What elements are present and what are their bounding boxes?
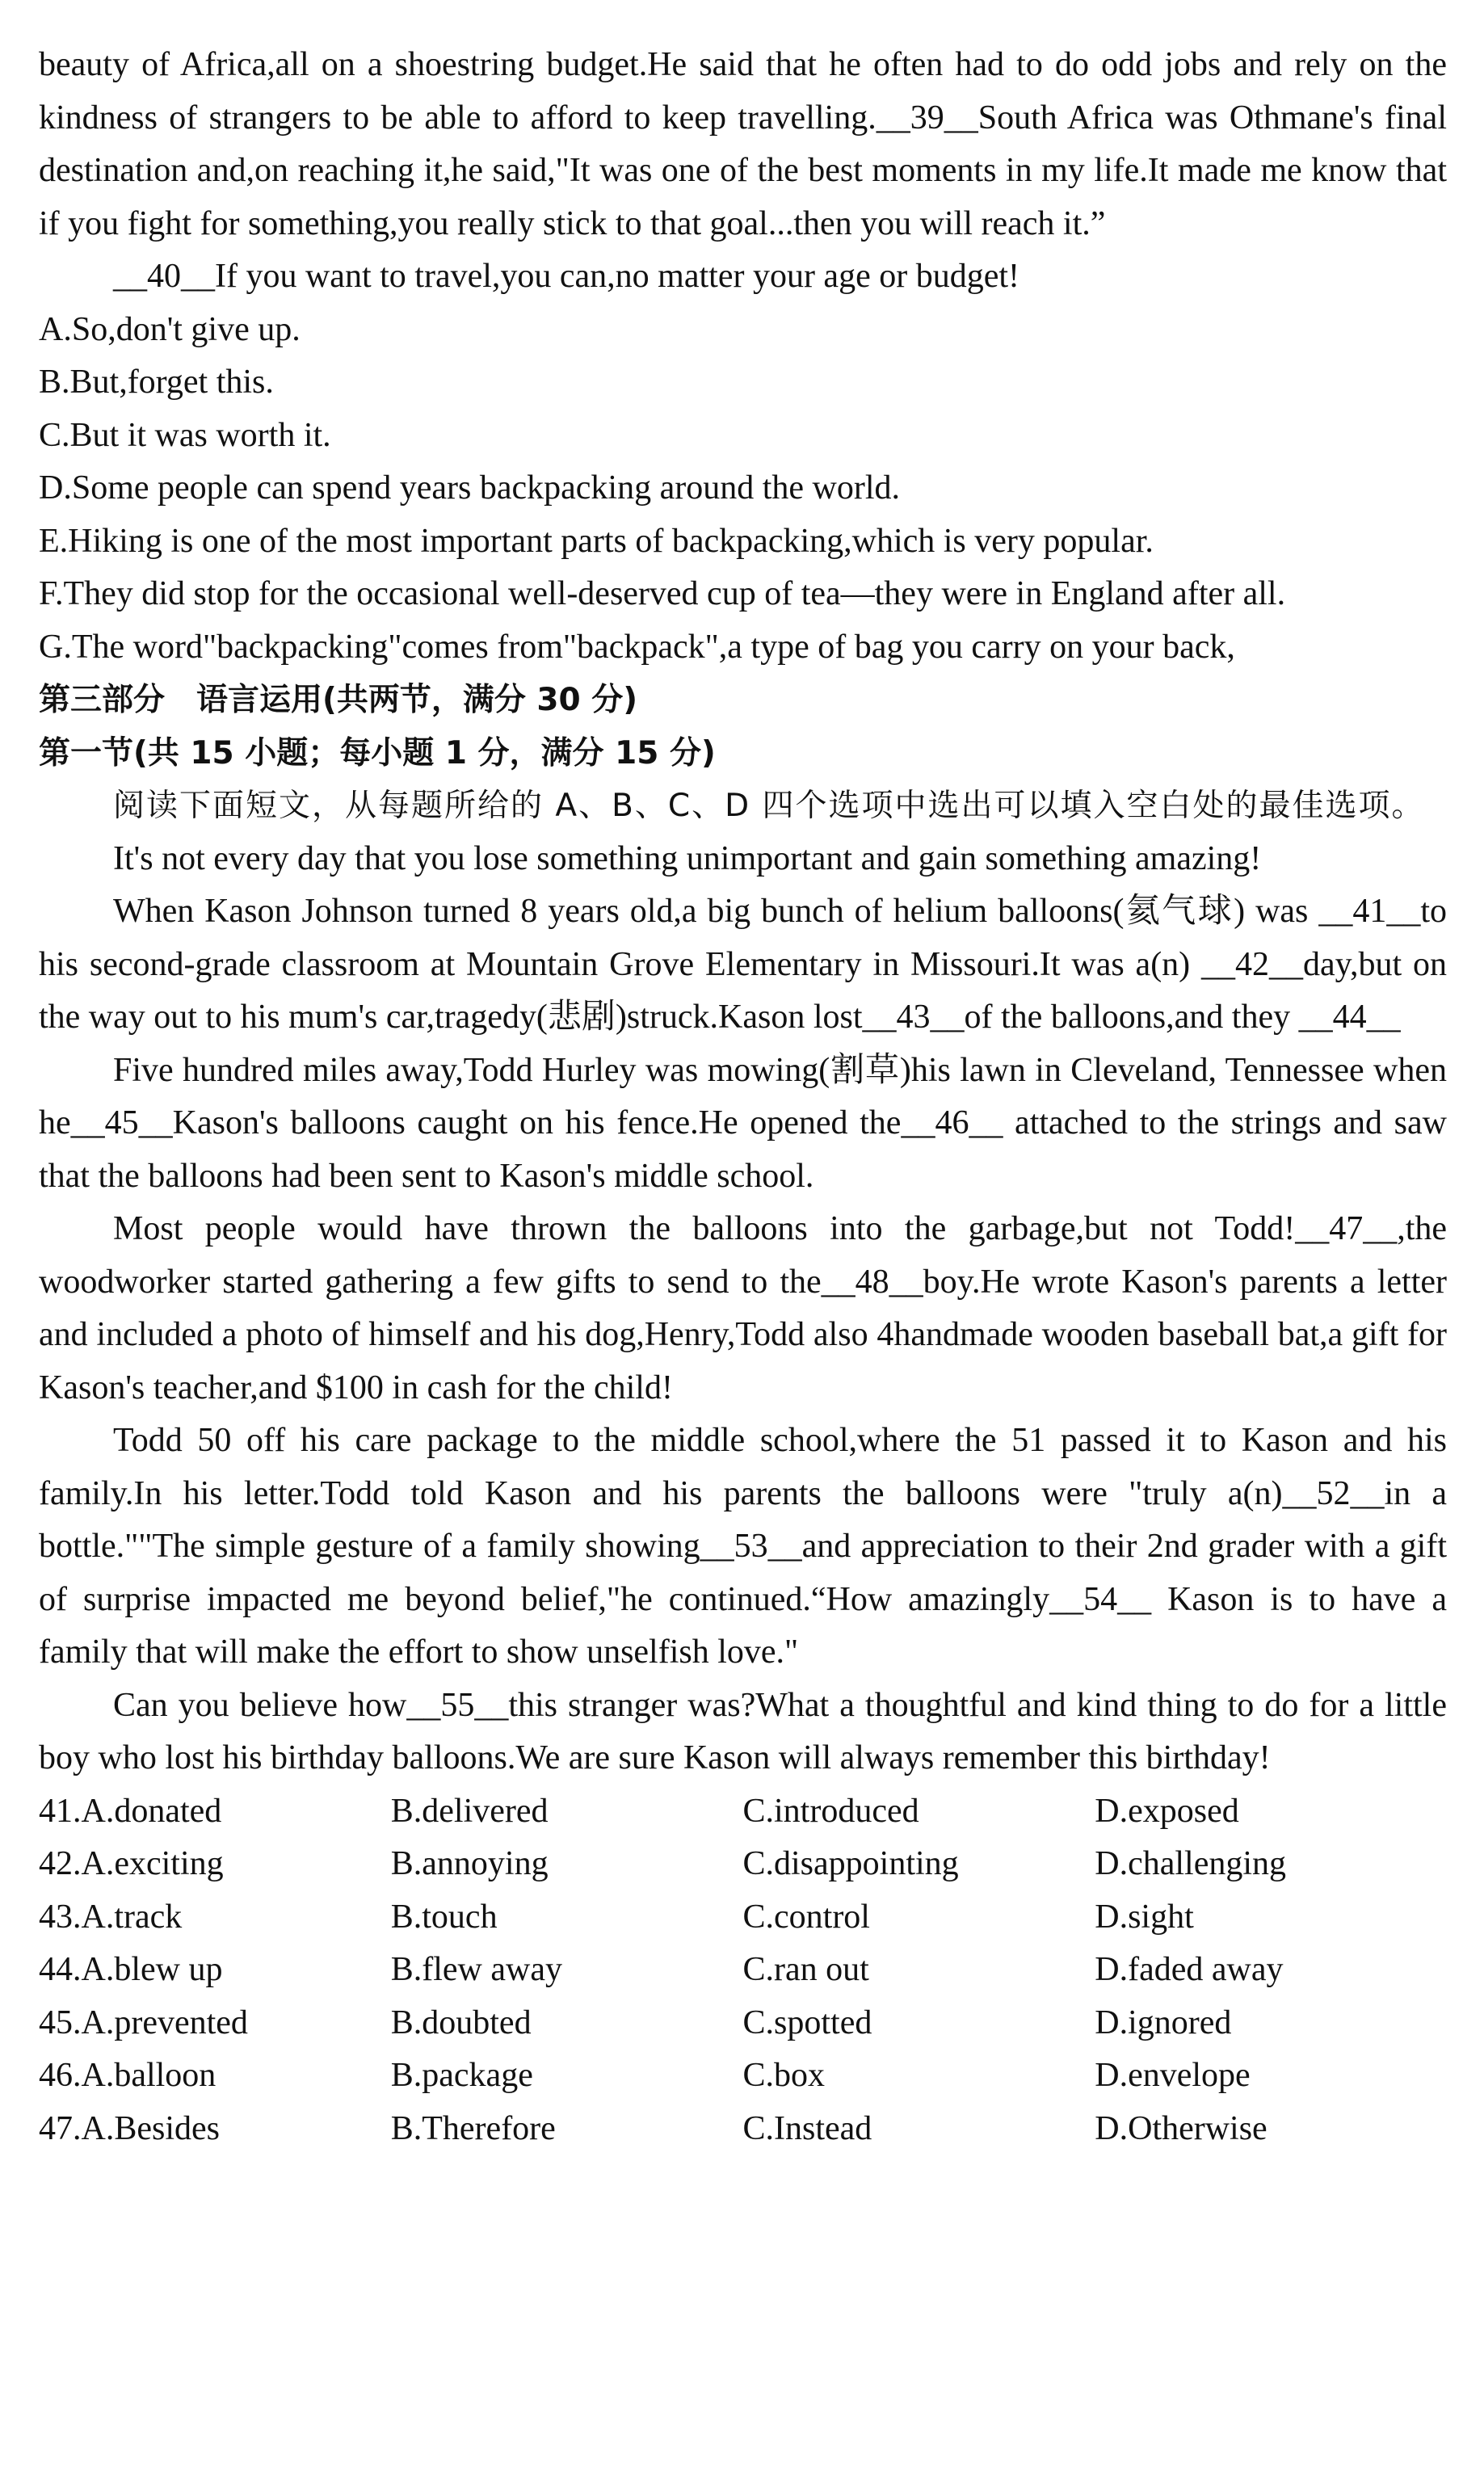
option-d: D.sight (1095, 1898, 1194, 1936)
option-a: 45.A.prevented (39, 2003, 248, 2041)
option-d: D.exposed (1095, 1792, 1239, 1830)
option-c: C.Instead (742, 2109, 872, 2147)
option-b: B.touch (390, 1898, 498, 1936)
option-b: B.flew away (390, 1951, 563, 1988)
option-a: 44.A.blew up (39, 1951, 223, 1988)
choice-option: F.They did stop for the occasional well-deserved cup of tea—they were in England after all. (39, 575, 1286, 612)
passage-paragraph: beauty of Africa,all on a shoestring budget.He said that he often had to do odd jobs and rely on the kindness of strangers to be able to afford to keep travelling.__39__South Africa was Othmane's final destination and,on reaching it,he said,"It was one of the best moments in my life.It made me know that if you fight for something,you really stick to that goal...then you will reach it.” (39, 46, 1447, 242)
option-c: C.spotted (742, 2003, 872, 2041)
passage-paragraph: __40__If you want to travel,you can,no matter your age or budget! (113, 258, 1020, 295)
cloze-options-table (39, 1785, 1447, 2156)
option-a: 43.A.track (39, 1898, 183, 1936)
option-d: D.Otherwise (1095, 2109, 1267, 2147)
option-d: D.faded away (1095, 1951, 1284, 1988)
cloze-paragraph: Five hundred miles away,Todd Hurley was mowing(割草)his lawn in Cleveland, Tennessee when he__45__Kason's balloons caught on his fence.He opened the__46__ attached to the strings and saw that the balloons had been sent to Kason's middle school. (39, 1051, 1447, 1195)
option-b: B.delivered (390, 1792, 549, 1830)
option-d: D.ignored (1095, 2003, 1232, 2041)
question-options-row (39, 1891, 1447, 1945)
cloze-paragraph: When Kason Johnson turned 8 years old,a big bunch of helium balloons(氦气球) was __41__to his second-grade classroom at Mountain Grove Elementary in Missouri.It was a(n) __42__day,but on the way out to his mum's car,tragedy(悲剧)struck.Kason lost__43__of the balloons,and they __44__ (39, 893, 1447, 1036)
option-d: D.envelope (1095, 2057, 1251, 2094)
option-b: B.doubted (390, 2003, 532, 2041)
option-b: B.package (390, 2057, 533, 2094)
cloze-paragraph: Most people would have thrown the balloons into the garbage,but not Todd!__47__,the woodworker started gathering a few gifts to send to the__48__boy.He wrote Kason's parents a letter and included a photo of himself and his dog,Henry,Todd also 4handmade wooden baseball bat,a gift for Kason's teacher,and $100 in cash for the child! (39, 1210, 1447, 1406)
option-c: C.ran out (742, 1951, 869, 1988)
option-a: 47.A.Besides (39, 2109, 220, 2147)
question-options-row (39, 1838, 1447, 1891)
choice-option: D.Some people can spend years backpacking around the world. (39, 469, 900, 507)
cloze-passage (39, 833, 1447, 1785)
reading-passage-tail (39, 39, 1447, 304)
cloze-paragraph: It's not every day that you lose something unimportant and gain something amazing! (113, 839, 1262, 877)
question-options-row (39, 1997, 1447, 2050)
option-c: C.introduced (742, 1792, 919, 1830)
option-c: C.control (742, 1898, 870, 1936)
option-b: B.Therefore (390, 2109, 556, 2147)
question-options-row (39, 2050, 1447, 2103)
choice-option: G.The word"backpacking"comes from"backpack",a type of bag you carry on your back, (39, 628, 1235, 666)
option-c: C.box (742, 2057, 826, 2094)
option-a: 41.A.donated (39, 1792, 222, 1830)
choice-option: C.But it was worth it. (39, 416, 331, 454)
seven-choice-options (39, 304, 1447, 675)
instruction-text: 阅读下面短文，从每题所给的 A、B、C、D 四个选项中选出可以填入空白处的最佳选项。 (113, 788, 1425, 824)
option-a: 42.A.exciting (39, 1845, 224, 1882)
choice-option: B.But,forget this. (39, 364, 274, 401)
cloze-paragraph: Todd 50 off his care package to the middle school,where the 51 passed it to Kason and his family.In his letter.Todd told Kason and his parents the balloons were "truly a(n)__52__in a bottle.""The simple gesture of a family showing__53__and appreciation to their 2nd grader with a gift of surprise impacted me beyond belief,"he continued.“How amazingly__54__ Kason is to have a family that will make the effort to show unselfish love." (39, 1422, 1447, 1671)
choice-option: A.So,don't give up. (39, 310, 301, 348)
choice-option: E.Hiking is one of the most important parts of backpacking,which is very popular. (39, 522, 1154, 560)
option-d: D.challenging (1095, 1845, 1287, 1882)
question-options-row (39, 1944, 1447, 1997)
option-c: C.disappointing (742, 1845, 959, 1882)
question-options-row (39, 1785, 1447, 1839)
option-a: 46.A.balloon (39, 2057, 217, 2094)
cloze-paragraph: Can you believe how__55__this stranger was?What a thoughtful and kind thing to do for a little boy who lost his birthday balloons.We are sure Kason will always remember this birthday! (39, 1686, 1447, 1776)
option-b: B.annoying (390, 1845, 549, 1882)
question-options-row (39, 2103, 1447, 2156)
part-heading: 第三部分 语言运用(共两节，满分 30 分) (39, 682, 638, 718)
section-heading: 第一节(共 15 小题；每小题 1 分，满分 15 分) (39, 734, 716, 772)
